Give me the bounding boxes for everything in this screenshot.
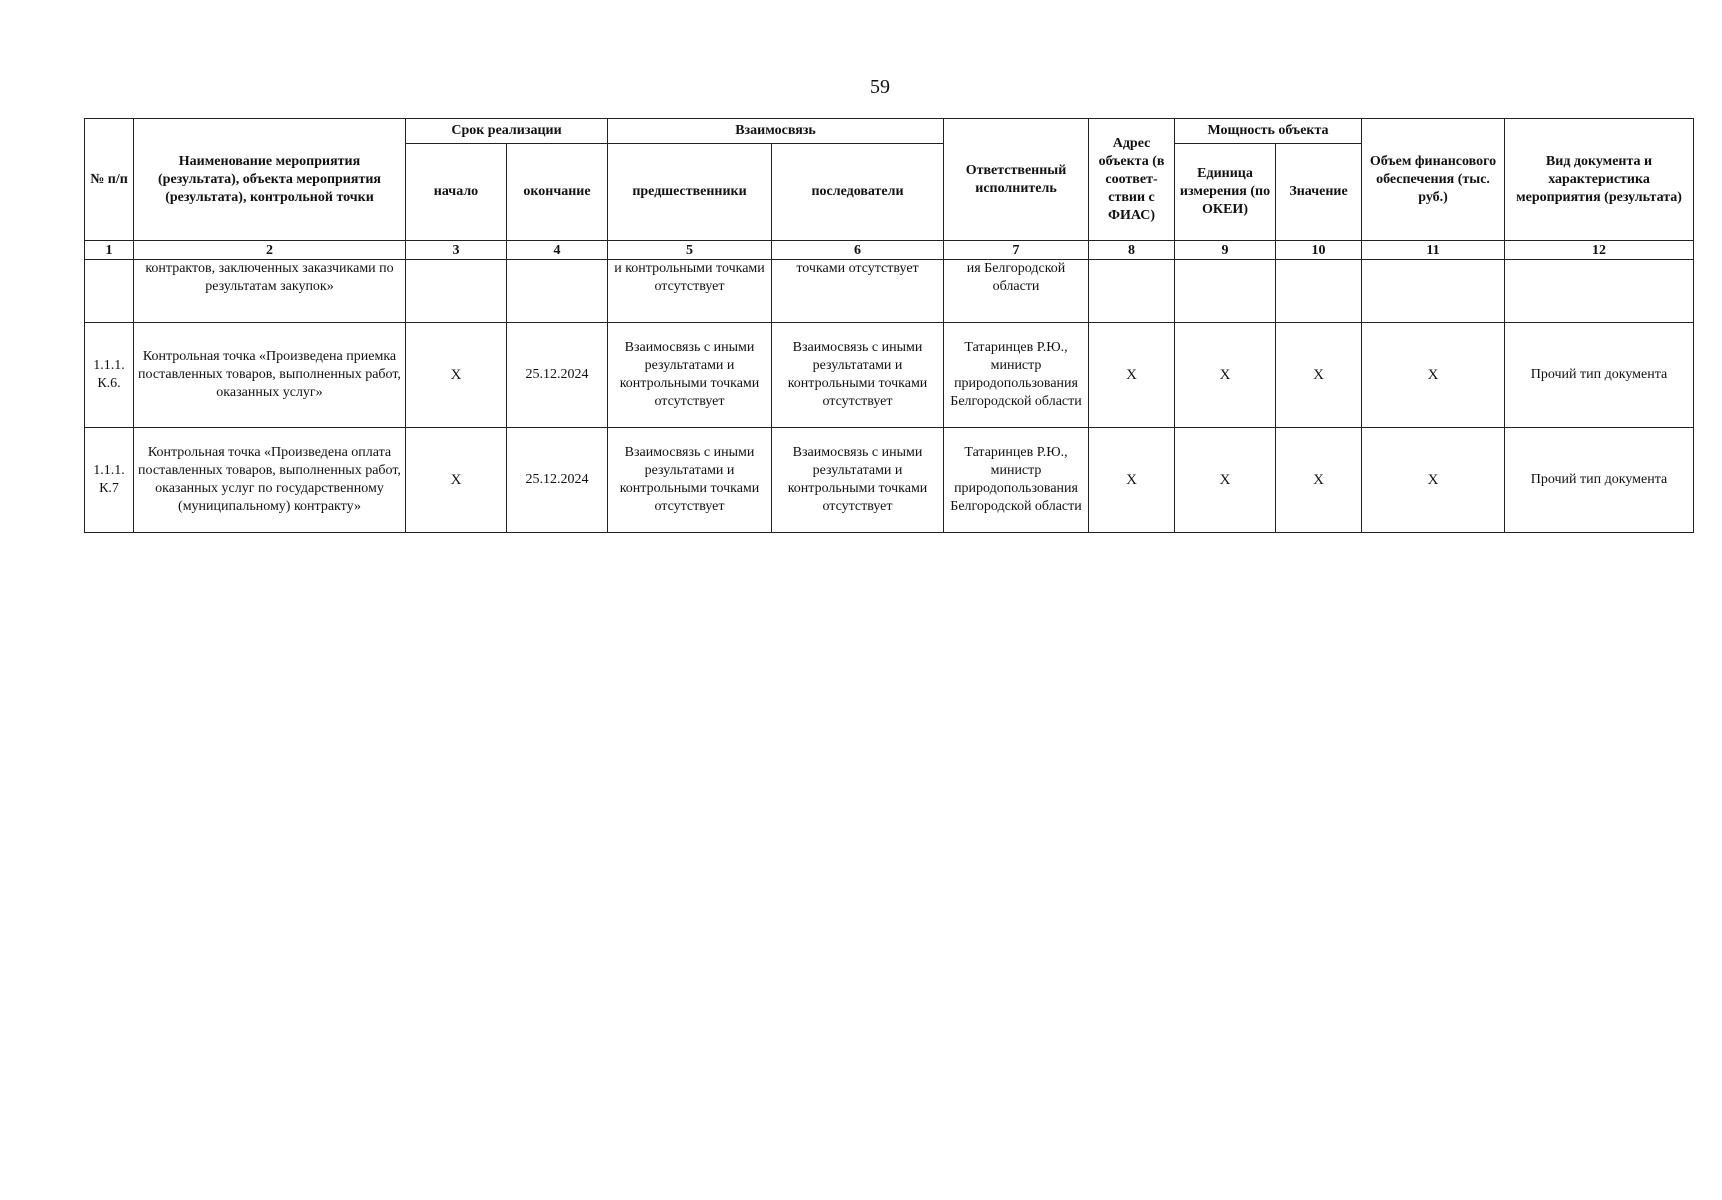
row-end: 25.12.2024 xyxy=(507,428,608,533)
row-num: 1.1.1. К.7 xyxy=(85,428,134,533)
row-successors: Взаимосвязь с иными результатами и контрольными точками отсутствует xyxy=(772,323,944,428)
row-value: X xyxy=(1276,323,1362,428)
column-number: 7 xyxy=(944,241,1089,260)
row-value xyxy=(1276,260,1362,323)
column-number-row xyxy=(85,241,1694,260)
header-period: Срок реализации xyxy=(406,119,608,144)
table-row xyxy=(85,260,1694,323)
row-start xyxy=(406,260,507,323)
column-number: 9 xyxy=(1175,241,1276,260)
header-num: № п/п xyxy=(85,119,134,241)
row-predecessors: и контрольными точками отсутствует xyxy=(608,260,772,323)
header-unit: Единица измерения (по ОКЕИ) xyxy=(1175,144,1276,241)
row-value: X xyxy=(1276,428,1362,533)
row-unit: X xyxy=(1175,323,1276,428)
row-doc-type xyxy=(1505,260,1694,323)
column-number: 2 xyxy=(134,241,406,260)
header-name: Наименование мероприятия (результата), объекта мероприятия (результата), контрольной точки xyxy=(134,119,406,241)
row-successors: точками отсутствует xyxy=(772,260,944,323)
column-number: 3 xyxy=(406,241,507,260)
row-responsible: ия Белгородской области xyxy=(944,260,1089,323)
row-unit xyxy=(1175,260,1276,323)
row-end: 25.12.2024 xyxy=(507,323,608,428)
header-value: Значение xyxy=(1276,144,1362,241)
column-number: 8 xyxy=(1089,241,1175,260)
header-predecessors: предшественники xyxy=(608,144,772,241)
row-address: X xyxy=(1089,323,1175,428)
row-num: 1.1.1. К.6. xyxy=(85,323,134,428)
row-address xyxy=(1089,260,1175,323)
row-end xyxy=(507,260,608,323)
row-address: X xyxy=(1089,428,1175,533)
row-predecessors: Взаимосвязь с иными результатами и контрольными точками отсутствует xyxy=(608,323,772,428)
column-number: 5 xyxy=(608,241,772,260)
header-successors: последователи xyxy=(772,144,944,241)
table-row xyxy=(85,428,1694,533)
header-finance: Объем финансового обеспечения (тыс. руб.) xyxy=(1362,119,1505,241)
column-number: 12 xyxy=(1505,241,1694,260)
row-responsible: Татаринцев Р.Ю., министр природопользования Белгородской области xyxy=(944,428,1089,533)
page-number: 59 xyxy=(870,76,890,98)
row-successors: Взаимосвязь с иными результатами и контрольными точками отсутствует xyxy=(772,428,944,533)
header-doc-type: Вид документа и характеристика мероприятия (результата) xyxy=(1505,119,1694,241)
row-finance: X xyxy=(1362,428,1505,533)
column-number: 1 xyxy=(85,241,134,260)
header-end: окончание xyxy=(507,144,608,241)
row-start: X xyxy=(406,428,507,533)
column-number: 4 xyxy=(507,241,608,260)
plan-table xyxy=(84,118,1694,533)
header-start: начало xyxy=(406,144,507,241)
row-unit: X xyxy=(1175,428,1276,533)
row-start: X xyxy=(406,323,507,428)
table-row xyxy=(85,323,1694,428)
row-doc-type: Прочий тип документа xyxy=(1505,428,1694,533)
row-num xyxy=(85,260,134,323)
row-name: Контрольная точка «Произведена оплата поставленных товаров, выполненных работ, оказанных услуг по государственному (муниципальному) контракту» xyxy=(134,428,406,533)
header-relation: Взаимосвязь xyxy=(608,119,944,144)
column-number: 10 xyxy=(1276,241,1362,260)
column-number: 6 xyxy=(772,241,944,260)
row-name: контрактов, заключенных заказчиками по результатам закупок» xyxy=(134,260,406,323)
header-responsible: Ответственный исполнитель xyxy=(944,119,1089,241)
column-number: 11 xyxy=(1362,241,1505,260)
row-doc-type: Прочий тип документа xyxy=(1505,323,1694,428)
header-capacity: Мощность объекта xyxy=(1175,119,1362,144)
row-responsible: Татаринцев Р.Ю., министр природопользования Белгородской области xyxy=(944,323,1089,428)
header-address: Адрес объекта (в соответ-ствии с ФИАС) xyxy=(1089,119,1175,241)
row-predecessors: Взаимосвязь с иными результатами и контрольными точками отсутствует xyxy=(608,428,772,533)
row-finance xyxy=(1362,260,1505,323)
row-finance: X xyxy=(1362,323,1505,428)
row-name: Контрольная точка «Произведена приемка поставленных товаров, выполненных работ, оказанных услуг» xyxy=(134,323,406,428)
